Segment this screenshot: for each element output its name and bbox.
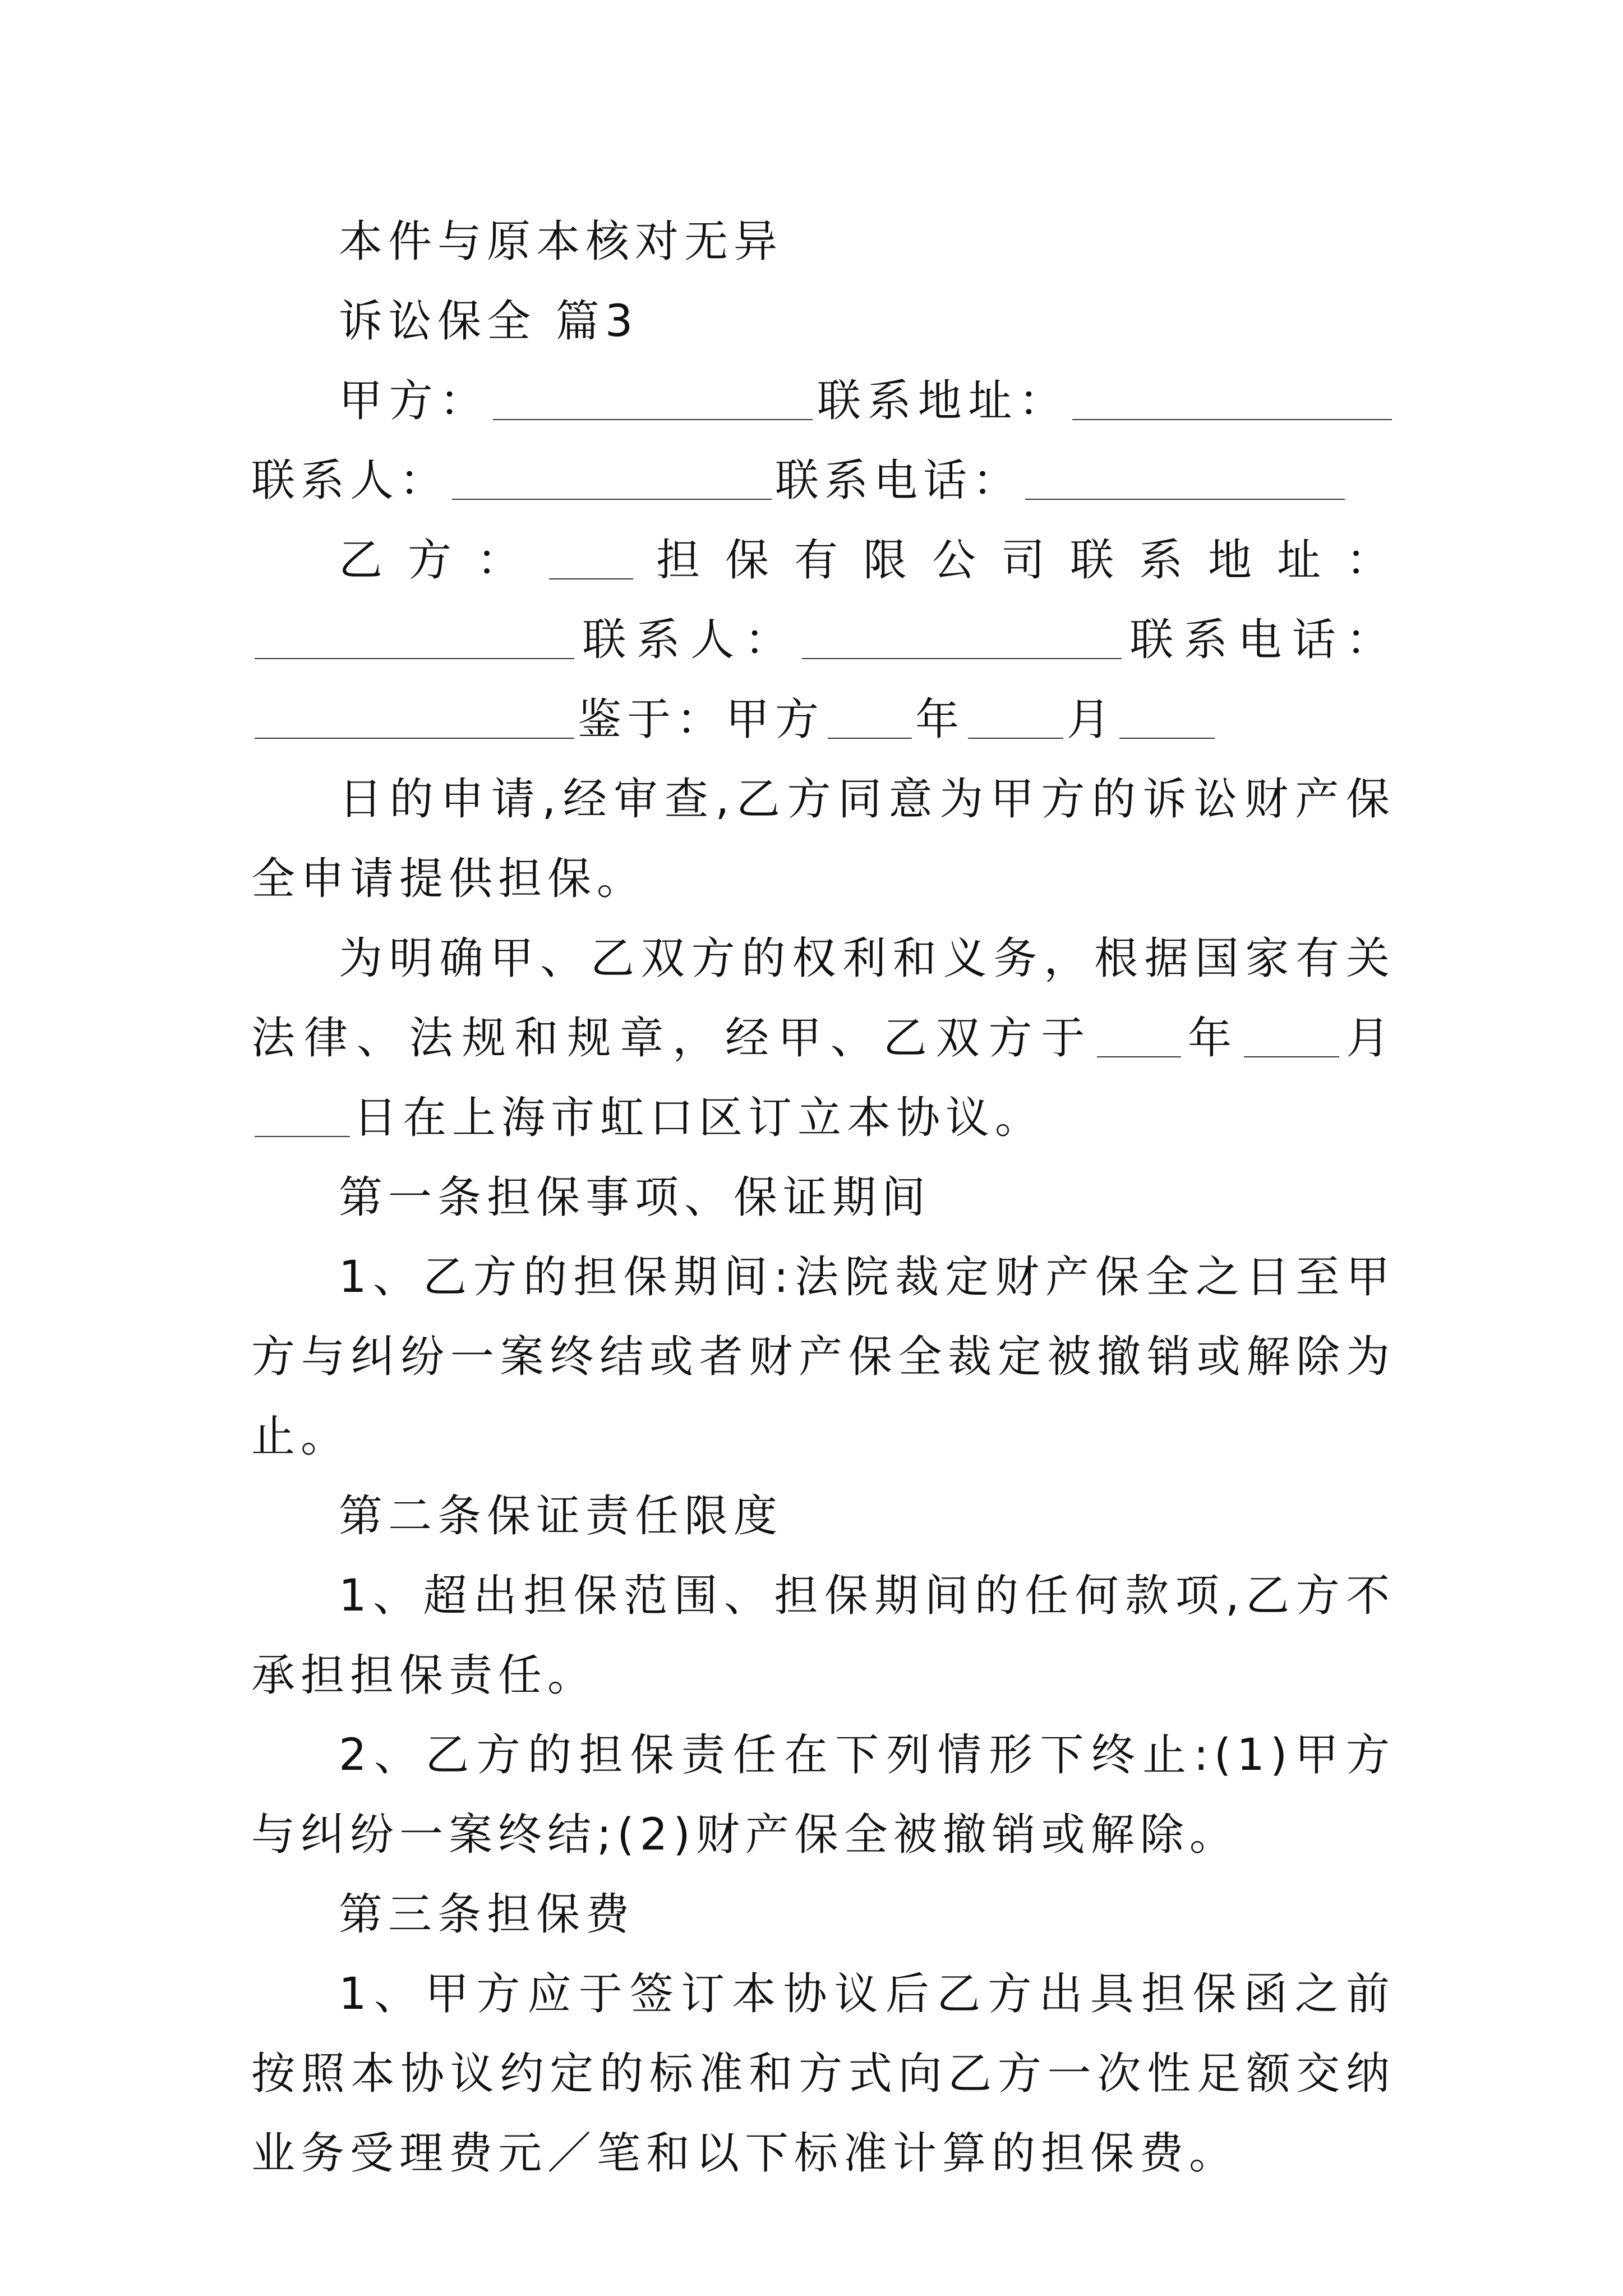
month-label: 月 xyxy=(1067,694,1117,745)
document-title: 诉讼保全 篇3 xyxy=(339,296,639,347)
party-b-contact-label: 联系人： xyxy=(578,615,799,665)
whereas-label: 鉴于： xyxy=(578,694,726,745)
para-apply: 日的申请,经审查,乙方同意为甲方的诉讼财产保全申请提供担保。 xyxy=(251,774,1395,904)
article-1-item-1: 1、乙方的担保期间:法院裁定财产保全之日至甲方与纠纷一案终结或者财产保全裁定被撤销或解除为止。 xyxy=(251,1252,1395,1462)
day-blank xyxy=(1119,694,1215,739)
sign-month-blank xyxy=(1244,1013,1339,1057)
party-b-line xyxy=(251,521,1395,760)
sign-year-label: 年 xyxy=(1184,1013,1241,1064)
party-b-contact-blank xyxy=(802,614,1122,659)
party-a-name-blank xyxy=(493,375,813,420)
party-b-address-blank xyxy=(255,614,574,659)
article-2-item-1: 1、超出担保范围、担保期间的任何款项,乙方不承担担保责任。 xyxy=(251,1571,1395,1701)
party-b-name-blank xyxy=(549,535,633,579)
party-a-contact-label-end: 系人： xyxy=(301,455,449,506)
article-3-heading: 第三条担保费 xyxy=(339,1889,635,1940)
party-a-address-label: 联系地址： xyxy=(816,376,1069,426)
party-a-address-blank xyxy=(1072,375,1392,420)
party-a-phone-label: 联系电话： xyxy=(775,455,1022,506)
year-blank xyxy=(828,694,912,739)
party-a-contact-label-start: 联 xyxy=(251,455,301,506)
party-b-label: 乙方： xyxy=(339,535,546,586)
year-label: 年 xyxy=(915,694,965,745)
party-a-contact-blank xyxy=(452,455,772,500)
document-body xyxy=(251,202,1395,2193)
article-1-heading: 第一条担保事项、保证期间 xyxy=(339,1172,932,1223)
para-purpose xyxy=(251,919,1395,1158)
para-purpose-end: 日在上海市虹口区订立本协议。 xyxy=(353,1093,1045,1143)
para-purpose-start: 为明确甲、乙双方的权利和义务，根据国家有关法律、法规和规章，经甲、乙双方于 xyxy=(251,933,1395,1064)
sign-year-blank xyxy=(1097,1013,1181,1057)
party-b-phone-blank xyxy=(255,694,574,739)
date-start: 甲方 xyxy=(726,694,825,745)
party-a-label: 甲方： xyxy=(339,376,490,426)
month-blank xyxy=(968,694,1063,739)
certify-line: 本件与原本核对无异 xyxy=(339,217,783,267)
article-3-item-1: 1、甲方应于签订本协议后乙方出具担保函之前按照本协议约定的标准和方式向乙方一次性足额交纳业务受理费元／笔和以下标准计算的担保费。 xyxy=(251,1969,1395,2179)
article-2-heading: 第二条保证责任限度 xyxy=(339,1491,783,1542)
party-a-line xyxy=(251,361,1395,521)
article-2-item-2: 2、乙方的担保责任在下列情形下终止:(1)甲方与纠纷一案终结;(2)财产保全被撤销或解除。 xyxy=(251,1730,1395,1860)
sign-day-blank xyxy=(255,1092,350,1137)
party-b-company-suffix: 担保有限公司联系地址： xyxy=(637,535,1395,586)
party-b-phone-label: 联系电话： xyxy=(1125,615,1395,665)
sign-month-label: 月 xyxy=(1343,1013,1395,1064)
party-a-phone-blank xyxy=(1025,455,1345,500)
